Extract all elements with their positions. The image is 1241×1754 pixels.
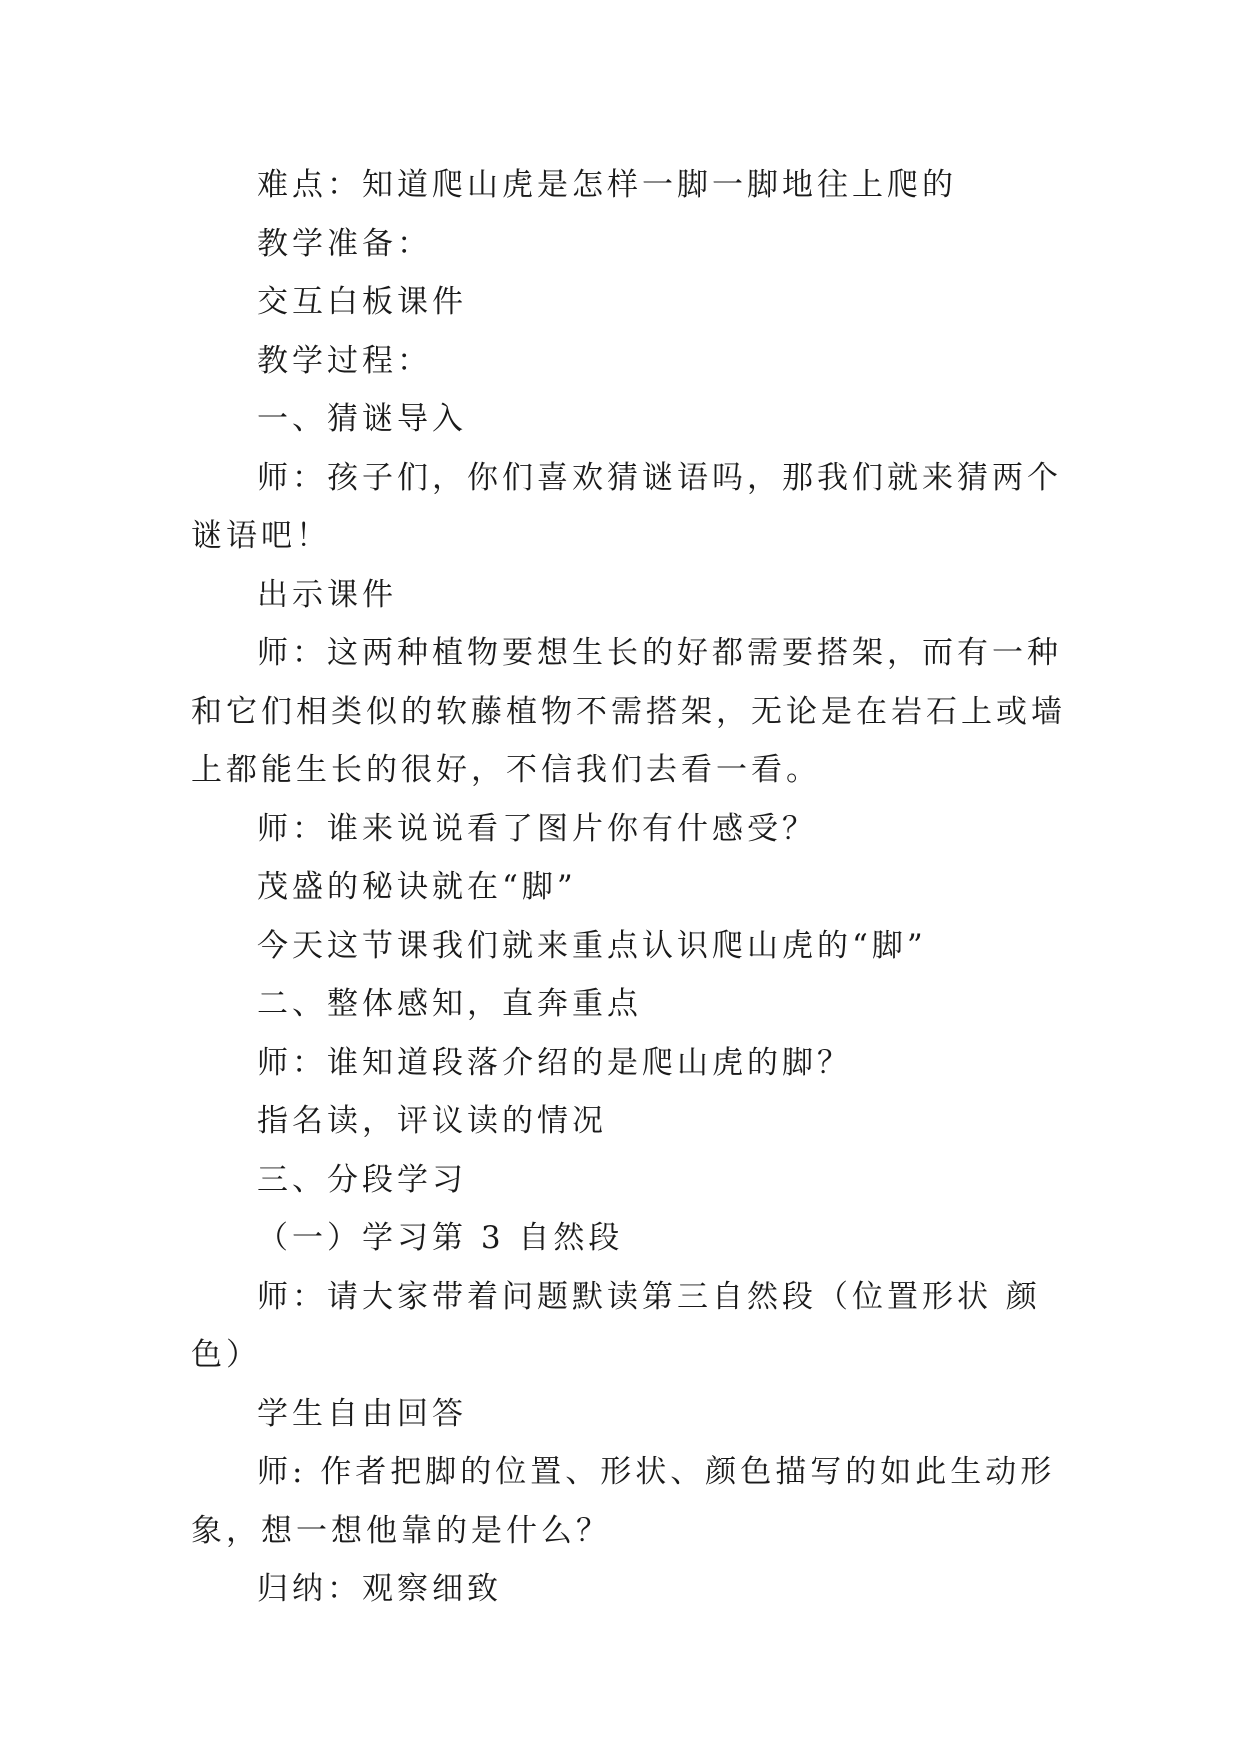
paragraph-process-heading: 教学过程： [257, 342, 432, 379]
document-page [191, 156, 1066, 1619]
paragraph-summary: 归纳：观察细致 [257, 1571, 502, 1607]
paragraph-teacher-riddle: 师：孩子们，你们喜欢猜谜语吗，那我们就来猜两个谜语吧！ [191, 459, 1062, 554]
section-heading-3: 三、分段学习 [257, 1161, 467, 1198]
paragraph-today-focus: 今天这节课我们就来重点认识爬山虎的“脚” [257, 927, 927, 964]
paragraph-show-courseware: 出示课件 [257, 576, 397, 613]
section-heading-1: 一、猜谜导入 [257, 401, 467, 437]
paragraph-reading: 指名读，评议读的情况 [257, 1103, 607, 1139]
subsection-heading-1: （一）学习第 3 自然段 [257, 1220, 624, 1256]
paragraph-student-answer: 学生自由回答 [257, 1395, 467, 1432]
paragraph-preparation-heading: 教学准备： [257, 225, 432, 262]
paragraph-difficulty: 难点：知道爬山虎是怎样一脚一脚地往上爬的 [257, 167, 957, 203]
paragraph-teacher-plants: 师：这两种植物要想生长的好都需要搭架，而有一种和它们相类似的软藤植物不需搭架，无论是在岩石上或墙上都能生长的很好，不信我们去看一看。 [191, 635, 1066, 788]
paragraph-teacher-author: 师: 作者把脚的位置、形状、颜色描写的如此生动形象，想一想他靠的是什么？ [191, 1454, 1056, 1549]
paragraph-teacher-question: 师：谁知道段落介绍的是爬山虎的脚？ [257, 1044, 852, 1081]
paragraph-secret-feet: 茂盛的秘诀就在“脚” [257, 869, 577, 905]
section-heading-2: 二、整体感知，直奔重点 [257, 986, 642, 1022]
paragraph-teacher-feeling: 师：谁来说说看了图片你有什感受？ [257, 810, 817, 847]
paragraph-preparation: 交互白板课件 [257, 284, 467, 320]
paragraph-teacher-silent-read: 师：请大家带着问题默读第三自然段（位置形状 颜色） [191, 1278, 1041, 1373]
